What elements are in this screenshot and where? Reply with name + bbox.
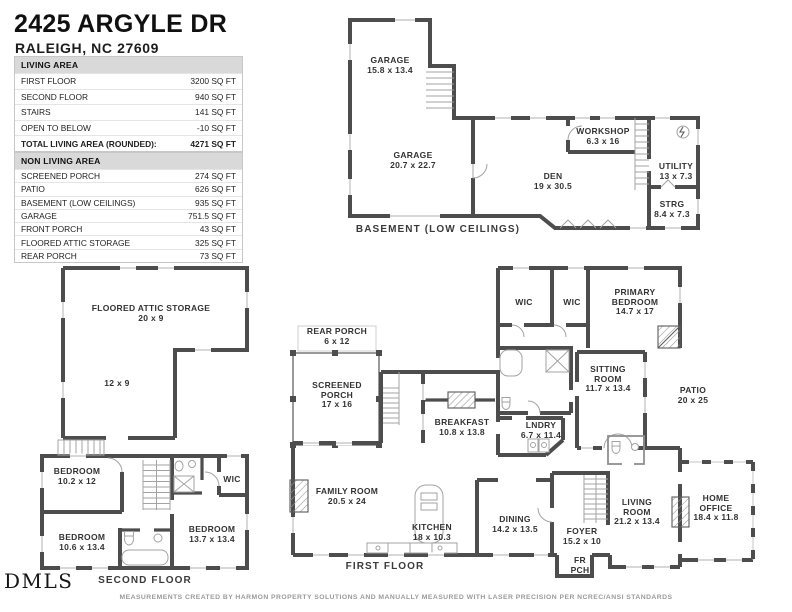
center-stairs: [143, 460, 170, 510]
table-row-total: TOTAL LIVING AREA (ROUNDED): 4271 SQ FT: [15, 135, 242, 151]
room-label-primary-bedroom: PRIMARY BEDROOM 14.7 x 17: [611, 287, 659, 316]
wic-door: [205, 472, 219, 486]
basement-main-stairs: [635, 118, 649, 190]
room-label-dining: DINING 14.2 x 13.5: [492, 514, 538, 534]
room-label-kitchen: KITCHEN 18 x 10.3: [412, 522, 452, 542]
room-label-laundry: LNDRY 6.7 x 11.4: [520, 420, 562, 440]
room-label-living-room: LIVING ROOM 21.2 x 13.4: [614, 497, 660, 526]
room-label-patio: PATIO 20 x 25: [677, 385, 709, 405]
kitchen-counter: [367, 543, 457, 553]
non-living-area-table-title: NON LIVING AREA: [15, 153, 242, 169]
attic-stairs: [58, 440, 104, 455]
laundry-fixtures: [528, 439, 549, 452]
room-label-screened-porch: SCREENED PORCH 17 x 16: [312, 380, 362, 409]
room-label-foyer: FOYER 15.2 x 10: [562, 526, 602, 546]
room-label-bedroom-2: BEDROOM 10.6 x 13.4: [58, 532, 106, 552]
utility-door: [661, 180, 675, 187]
table-row: FRONT PORCH 43 SQ FT: [15, 222, 242, 235]
living-area-table: [14, 56, 243, 152]
table-row: FIRST FLOOR 3200 SQ FT: [15, 73, 242, 89]
non-living-area-table: [14, 152, 243, 263]
room-label-den: DEN 19 x 30.5: [533, 171, 573, 191]
room-label-home-office: HOME OFFICE 18.4 x 11.8: [693, 493, 739, 522]
page-title: 2425 ARGYLE DR: [14, 10, 228, 38]
room-label-garage-upper: GARAGE 15.8 x 13.4: [367, 55, 413, 75]
room-label-sitting-room: SITTING ROOM 11.7 x 13.4: [585, 364, 631, 393]
attic-opening: [106, 435, 128, 440]
room-label-workshop: WORKSHOP 6.3 x 16: [576, 126, 630, 146]
room-label-attic-12x9: 12 x 9: [104, 378, 130, 388]
room-label-wic-2: WIC: [563, 297, 581, 307]
table-row: BASEMENT (LOW CEILINGS) 935 SQ FT: [15, 196, 242, 209]
basement-floor-plan: [345, 14, 705, 232]
living-room-fireplace: [672, 497, 689, 527]
room-label-utility: UTILITY 13 x 7.3: [658, 161, 694, 181]
table-row: STAIRS 141 SQ FT: [15, 104, 242, 120]
room-label-wic-1: WIC: [515, 297, 533, 307]
room-label-rear-porch: REAR PORCH 6 x 12: [306, 326, 368, 346]
hall-bathroom-fixtures: [122, 532, 168, 566]
table-row: PATIO 626 SQ FT: [15, 182, 242, 195]
room-label-wic-second: WIC: [223, 474, 241, 484]
table-row: SCREENED PORCH 274 SQ FT: [15, 169, 242, 182]
basement-garage-stairs: [426, 72, 454, 108]
electrical-panel-icon: [677, 126, 689, 138]
family-room-fireplace: [290, 480, 308, 512]
bedroom-door: [108, 458, 122, 472]
den-door: [470, 164, 487, 178]
table-row: REAR PORCH 73 SQ FT: [15, 249, 242, 262]
room-label-family-room: FAMILY ROOM 20.5 x 24: [315, 486, 379, 506]
dmls-logo: DMLS: [4, 569, 74, 593]
first-floor-caption: FIRST FLOOR: [345, 561, 425, 572]
main-stairs: [584, 475, 608, 523]
primary-corner-fireplace: [658, 326, 680, 348]
room-label-bedroom-1: BEDROOM 10.2 x 12: [53, 466, 101, 486]
second-floor-caption: SECOND FLOOR: [98, 575, 192, 586]
primary-bath-fixtures: [500, 350, 569, 410]
table-row: FLOORED ATTIC STORAGE 325 SQ FT: [15, 235, 242, 248]
shower-bathroom-fixtures: [174, 461, 196, 493]
measurement-disclaimer: MEASUREMENTS CREATED BY HARMON PROPERTY SOLUTIONS AND MANUALLY MEASURED WITH LASER PRECISION PER NCREC/ANSI STANDARDS: [119, 594, 673, 601]
room-label-front-porch: FR PCH: [570, 555, 590, 575]
room-label-garage-lower: GARAGE 20.7 x 22.7: [390, 150, 436, 170]
room-label-bedroom-3: BEDROOM 13.7 x 13.4: [188, 524, 236, 544]
page-subtitle: RALEIGH, NC 27609: [15, 40, 160, 56]
basement-caption: BASEMENT (LOW CEILINGS): [355, 224, 521, 235]
room-label-attic-storage: FLOORED ATTIC STORAGE 20 x 9: [91, 303, 211, 323]
kitchen-chimney: [448, 392, 475, 408]
rear-stairs: [383, 372, 399, 425]
room-label-breakfast: BREAKFAST 10.8 x 13.8: [434, 417, 490, 437]
table-row: OPEN TO BELOW -10 SQ FT: [15, 120, 242, 136]
room-label-strg: STRG 8.4 x 7.3: [654, 199, 690, 219]
table-row: SECOND FLOOR 940 SQ FT: [15, 89, 242, 105]
table-row: GARAGE 751.5 SQ FT: [15, 209, 242, 222]
powder-room: [608, 436, 644, 467]
living-area-table-title: LIVING AREA: [15, 57, 242, 73]
